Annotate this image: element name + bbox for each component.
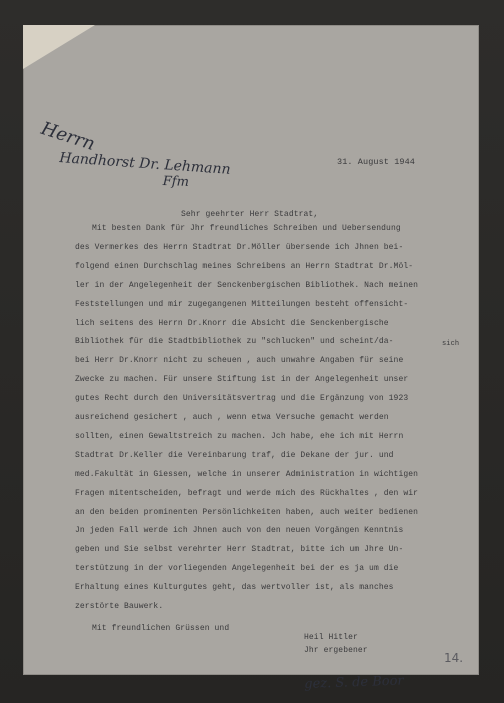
handwritten-addressee-line: Herrn — [38, 118, 98, 156]
body-line: gutes Recht durch den Universitätsvertrag und die Ergänzung von 1923 — [75, 394, 409, 404]
closing-line: Mit freundlichen Grüssen und — [92, 624, 230, 633]
body-line: Jn jeden Fall werde ich Jhnen auch von den neuen Vorgängen Kenntnis — [75, 526, 404, 536]
body-line: Mit besten Dank für Jhr freundliches Schreiben und Uebersendung — [92, 224, 401, 233]
body-line: zerstörte Bauwerk. — [75, 602, 164, 611]
body-line: geben und Sie selbst verehrter Herr Stadtrat, bitte ich um Jhre Un- — [75, 545, 404, 555]
folded-corner — [23, 25, 95, 69]
heil-line: Heil Hitler — [304, 633, 358, 642]
body-line: folgend einen Durchschlag meines Schreibens an Herrn Stadtrat Dr.Möl- — [75, 261, 414, 271]
letter-page — [23, 25, 479, 675]
body-line: sollten, einen Gewaltstreich zu machen. Jch habe, ehe ich mit Herrn — [75, 431, 404, 441]
handwritten-city: Ffm — [162, 174, 190, 190]
page-number: 14. — [444, 651, 464, 665]
body-line: ausreichend gesichert , auch , wenn etwa Versuche gemacht werden — [75, 413, 389, 422]
letter-date: 31. August 1944 — [337, 157, 416, 167]
body-line: ler in der Angelegenheit der Senckenbergischen Bibliothek. Nach meinen — [75, 280, 419, 290]
yours-line: Jhr ergebener — [304, 646, 368, 655]
signature: gez. S. de Boor — [304, 673, 404, 692]
body-line: Stadtrat Dr.Keller die Vereinbarung traf, die Dekane der jur. und — [75, 450, 394, 460]
body-line: an den beiden prominenten Persönlichkeiten haben, auch weiter bedienen — [75, 507, 419, 517]
salutation: Sehr geehrter Herr Stadtrat, — [181, 210, 319, 219]
body-line: bei Herr Dr.Knorr nicht zu scheuen , auch unwahre Angaben für seine — [75, 356, 404, 366]
body-line: Feststellungen und mir zugegangenen Mitteilungen besteht offensicht- — [75, 299, 409, 309]
body-line: des Vermerkes des Herrn Stadtrat Dr.Möller übersende ich Jhnen bei- — [75, 242, 404, 252]
handwritten-addressee-name: Handhorst Dr. Lehmann — [58, 150, 232, 178]
body-line: Zwecke zu machen. Für unsere Stiftung ist in der Angelegenheit unser — [75, 375, 409, 385]
body-line: Bibliothek für die Stadtbibliothek zu "schlucken" und scheint/da- — [75, 337, 394, 347]
body-line: terstützung in der vorliegenden Angelegenheit bei der es ja um die — [75, 564, 399, 574]
body-line: Fragen mitentscheiden, befragt und werde mich des Rückhaltes , den wir — [75, 488, 419, 498]
insertion-above-line: sich — [442, 340, 460, 348]
body-line: lich seitens des Herrn Dr.Knorr die Absicht die Senckenbergische — [75, 318, 389, 328]
body-line: Erhaltung eines Kulturgutes geht, das wertvoller ist, als manches — [75, 583, 394, 593]
body-line: med.Fakultät in Giessen, welche in unserer Administration in wichtigen — [75, 469, 419, 479]
